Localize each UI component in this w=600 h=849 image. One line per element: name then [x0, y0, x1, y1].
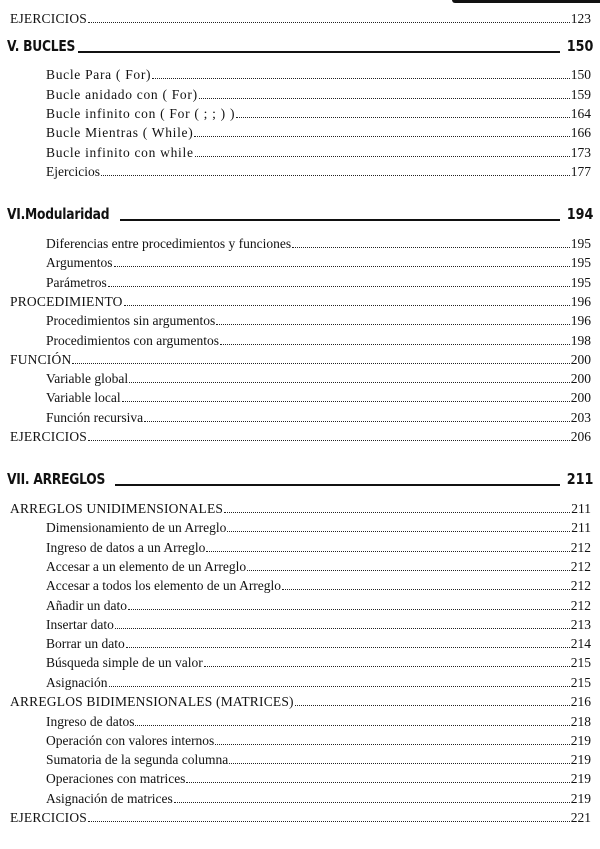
- toc-entry-ejercicios: [10, 9, 591, 28]
- toc-entry-parametros: [46, 273, 591, 292]
- entry-label: ARREGLOS BIDIMENSIONALES (MATRICES): [10, 694, 294, 709]
- entry-label: Bucle infinito con while: [46, 145, 194, 160]
- toc-entry-ejercicios: [10, 808, 591, 827]
- entry-page-number: 212: [570, 540, 591, 555]
- dot-leader: [199, 98, 570, 99]
- toc-entry-arreglos-unidimensionales: [10, 499, 591, 518]
- entry-label: Variable local: [46, 390, 121, 405]
- dot-leader: [206, 551, 569, 552]
- toc-entry-variable-global: [46, 369, 591, 388]
- entry-page-number: 219: [570, 733, 591, 748]
- dot-leader: [152, 78, 570, 79]
- dot-leader: [88, 22, 570, 23]
- entry-label: Asignación de matrices: [46, 791, 173, 806]
- entry-page-number: 206: [570, 429, 591, 444]
- entry-label: PROCEDIMIENTO: [10, 294, 123, 309]
- toc-entry-anadir-un-dato: [46, 596, 591, 615]
- entry-label: Bucle Para ( For): [46, 67, 152, 82]
- dot-leader: [135, 725, 569, 726]
- entry-page-number: 166: [570, 125, 591, 140]
- section-title: V. BUCLES: [7, 37, 76, 55]
- entry-label: ARREGLOS UNIDIMENSIONALES: [10, 501, 224, 516]
- dot-leader: [186, 782, 569, 783]
- toc-entry-bucle-infinito-con-while: [46, 143, 591, 162]
- dot-leader: [109, 686, 570, 687]
- entry-label: FUNCIÓN: [10, 352, 72, 367]
- entry-page-number: 195: [570, 275, 591, 290]
- dot-leader: [216, 324, 570, 325]
- toc-entry-ejercicios: [10, 427, 591, 446]
- toc-entry-bucle-para-for: [46, 65, 591, 84]
- entry-label: Asignación: [46, 675, 108, 690]
- entry-label: Dimensionamiento de un Arreglo: [46, 520, 227, 535]
- section-title: VII. ARREGLOS: [7, 470, 106, 488]
- entry-label: Procedimientos sin argumentos: [46, 313, 216, 328]
- dot-leader: [115, 628, 570, 629]
- section-rule: [120, 219, 560, 221]
- dot-leader: [247, 570, 570, 571]
- toc-entry-ejercicios: [46, 162, 591, 181]
- dot-leader: [295, 705, 570, 706]
- entry-page-number: 214: [570, 636, 591, 651]
- dot-leader: [101, 175, 570, 176]
- entry-label: Búsqueda simple de un valor: [46, 655, 203, 670]
- dot-leader: [215, 744, 569, 745]
- toc-entry-insertar-dato: [46, 615, 591, 634]
- toc-entry-bucle-anidado-con-for: [46, 85, 591, 104]
- entry-label: EJERCICIOS: [10, 810, 88, 825]
- entry-label: EJERCICIOS: [10, 429, 88, 444]
- toc-entry-procedimientos-sin-argumentos: [46, 311, 591, 330]
- entry-page-number: 218: [570, 714, 591, 729]
- dot-leader: [88, 821, 570, 822]
- section-heading-vi-modularidad: [7, 200, 593, 224]
- entry-label: Argumentos: [46, 255, 113, 270]
- entry-page-number: 150: [570, 67, 591, 82]
- entry-label: Diferencias entre procedimientos y funciones: [46, 236, 292, 251]
- entry-page-number: 173: [570, 145, 591, 160]
- entry-page-number: 211: [571, 501, 591, 516]
- dot-leader: [72, 363, 569, 364]
- entry-label: Bucle infinito con ( For ( ; ; ) ): [46, 106, 236, 121]
- section-page-number: 194: [566, 205, 593, 223]
- entry-page-number: 212: [570, 578, 591, 593]
- entry-page-number: 211: [571, 520, 591, 535]
- entry-page-number: 221: [570, 810, 591, 825]
- entry-label: Función recursiva: [46, 410, 144, 425]
- dot-leader: [122, 401, 570, 402]
- toc-entry-ingreso-de-datos-a-un-arreglo: [46, 538, 591, 557]
- entry-page-number: 212: [570, 598, 591, 613]
- dot-leader: [126, 647, 570, 648]
- entry-label: Añadir un dato: [46, 598, 127, 613]
- toc-entry-bucle-mientras-while: [46, 123, 591, 142]
- toc-entry-dimensionamiento-de-un-arreglo: [46, 518, 591, 537]
- entry-page-number: 212: [570, 559, 591, 574]
- entry-label: Ingreso de datos a un Arreglo: [46, 540, 206, 555]
- toc-entry-procedimientos-con-argumentos: [46, 331, 591, 350]
- dot-leader: [174, 802, 570, 803]
- entry-page-number: 213: [570, 617, 591, 632]
- dot-leader: [128, 609, 570, 610]
- entry-page-number: 200: [570, 390, 591, 405]
- dot-leader: [236, 117, 570, 118]
- dot-leader: [88, 440, 570, 441]
- entry-label: Procedimientos con argumentos: [46, 333, 219, 348]
- dot-leader: [220, 344, 570, 345]
- toc-entry-diferencias-entre-procedimientos-y-funciones: [46, 234, 591, 253]
- entry-label: EJERCICIOS: [10, 11, 88, 26]
- toc-entry-arreglos-bidimensionales-matrices: [10, 692, 591, 711]
- top-border-line: [452, 0, 600, 3]
- toc-entry-procedimiento: [10, 292, 591, 311]
- entry-page-number: 200: [570, 352, 591, 367]
- entry-page-number: 195: [570, 236, 591, 251]
- toc-entry-accesar-a-todos-los-elemento-de-un-arreglo: [46, 576, 591, 595]
- entry-page-number: 177: [570, 164, 591, 179]
- entry-page-number: 219: [570, 771, 591, 786]
- section-page-number: 150: [566, 37, 593, 55]
- section-rule: [78, 51, 560, 53]
- toc-entry-argumentos: [46, 253, 591, 272]
- entry-label: Bucle anidado con ( For): [46, 87, 198, 102]
- dot-leader: [204, 666, 570, 667]
- entry-label: Insertar dato: [46, 617, 114, 632]
- section-heading-v-bucles: [7, 32, 593, 56]
- toc-entry-operaciones-con-matrices: [46, 769, 591, 788]
- entry-page-number: 215: [570, 655, 591, 670]
- entry-page-number: 123: [570, 11, 591, 26]
- entry-label: Bucle Mientras ( While): [46, 125, 194, 140]
- section-heading-vii-arreglos: [7, 465, 593, 489]
- toc-entry-bucle-infinito-con-for: [46, 104, 591, 123]
- toc-entry-sumatoria-de-la-segunda-columna: [46, 750, 591, 769]
- entry-page-number: 215: [570, 675, 591, 690]
- entry-page-number: 164: [570, 106, 591, 121]
- entry-page-number: 198: [570, 333, 591, 348]
- toc-entry-asignacion: [46, 673, 591, 692]
- toc-entry-asignacion-de-matrices: [46, 789, 591, 808]
- dot-leader: [129, 382, 570, 383]
- dot-leader: [229, 763, 570, 764]
- section-page-number: 211: [566, 470, 593, 488]
- toc-entry-funcion: [10, 350, 591, 369]
- dot-leader: [227, 531, 570, 532]
- entry-label: Operación con valores internos: [46, 733, 215, 748]
- entry-page-number: 196: [570, 313, 591, 328]
- entry-label: Accesar a todos los elemento de un Arreglo: [46, 578, 282, 593]
- entry-page-number: 200: [570, 371, 591, 386]
- entry-label: Parámetros: [46, 275, 107, 290]
- dot-leader: [282, 589, 570, 590]
- entry-page-number: 195: [570, 255, 591, 270]
- entry-label: Borrar un dato: [46, 636, 125, 651]
- entry-label: Accesar a un elemento de un Arreglo: [46, 559, 247, 574]
- toc-entry-operacion-con-valores-internos: [46, 731, 591, 750]
- toc-entry-ingreso-de-datos: [46, 712, 591, 731]
- section-rule: [115, 484, 560, 486]
- dot-leader: [292, 247, 570, 248]
- dot-leader: [144, 421, 570, 422]
- dot-leader: [195, 156, 570, 157]
- toc-entry-borrar-un-dato: [46, 634, 591, 653]
- entry-label: Variable global: [46, 371, 129, 386]
- toc-entry-accesar-a-un-elemento-de-un-arreglo: [46, 557, 591, 576]
- dot-leader: [108, 286, 570, 287]
- entry-label: Operaciones con matrices: [46, 771, 186, 786]
- toc-entry-variable-local: [46, 388, 591, 407]
- dot-leader: [114, 266, 570, 267]
- dot-leader: [124, 305, 570, 306]
- section-title: VI.Modularidad: [7, 205, 110, 223]
- entry-label: Ingreso de datos: [46, 714, 135, 729]
- entry-page-number: 203: [570, 410, 591, 425]
- entry-page-number: 159: [570, 87, 591, 102]
- entry-page-number: 216: [570, 694, 591, 709]
- entry-label: Ejercicios: [46, 164, 100, 179]
- dot-leader: [194, 136, 569, 137]
- entry-page-number: 219: [570, 791, 591, 806]
- toc-entry-busqueda-simple-de-un-valor: [46, 653, 591, 672]
- entry-page-number: 196: [570, 294, 591, 309]
- entry-page-number: 219: [570, 752, 591, 767]
- toc-entry-funcion-recursiva: [46, 408, 591, 427]
- entry-label: Sumatoria de la segunda columna: [46, 752, 229, 767]
- dot-leader: [224, 512, 570, 513]
